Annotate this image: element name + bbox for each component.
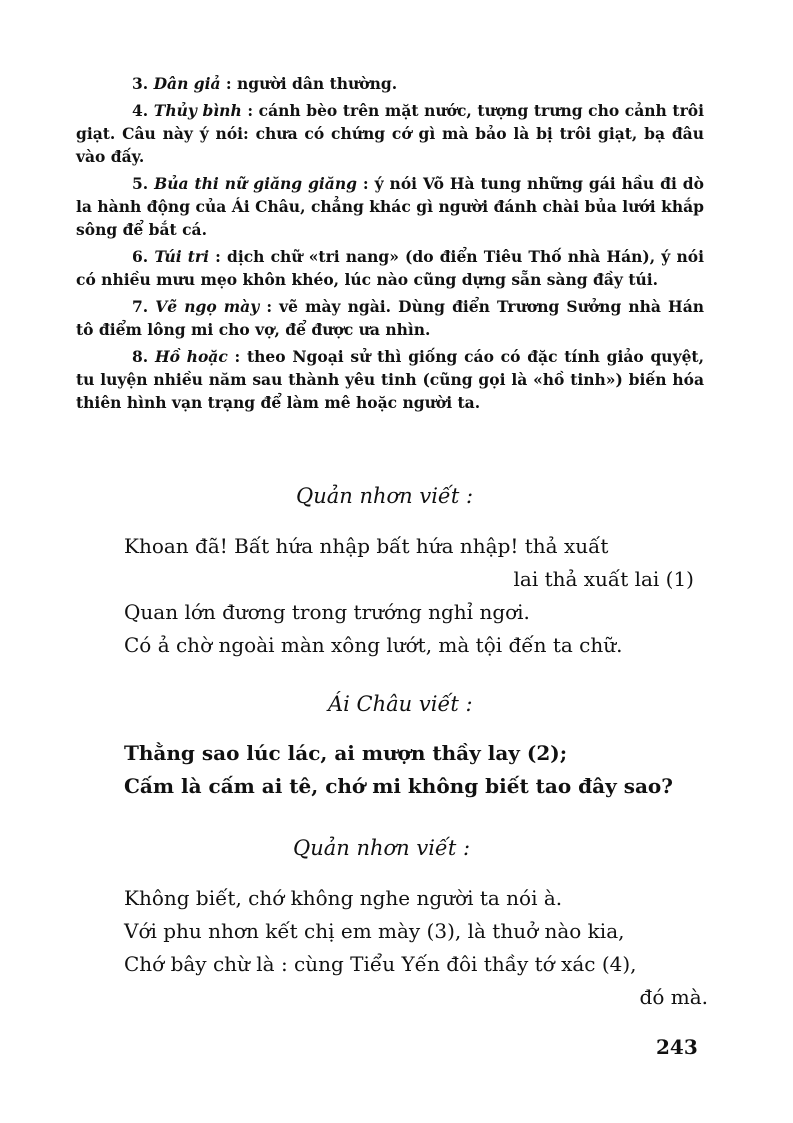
footnote-6 [76, 245, 704, 291]
verse-line: Với phu nhơn kết chị em mày (3), là thuở nào kia, [124, 919, 625, 943]
verse-line: Khoan đã! Bất hứa nhập bất hứa nhập! thả xuất [124, 534, 609, 558]
verse-block [124, 882, 708, 1014]
footnote-text: : dịch chữ «tri nang» (do điển Tiêu Thố nhà Hán), ý nói có nhiều mưu mẹo khôn khéo, lúc nào cũng dựng sẵn sàng đầy túi. [76, 247, 704, 289]
page-number: 243 [656, 1035, 698, 1059]
verse-line: Quan lớn đương trong trướng nghỉ ngơi. [124, 600, 530, 624]
footnote-number: 3. [132, 74, 149, 93]
footnote-text: : cánh bèo trên mặt nước, tượng trưng cho cảnh trôi giạt. Câu này ý nói: chưa có chứng cớ gì mà bảo là bị trôi giạt, bạ đâu vào đấy. [76, 101, 704, 166]
verse-line: Thằng sao lúc lác, ai mượn thầy lay (2); [124, 741, 568, 765]
verse-line: Không biết, chớ không nghe người ta nói à. [124, 886, 563, 910]
footnote-number: 4. [132, 101, 149, 120]
verse-block [124, 530, 708, 662]
verse-line-continuation: đó mà. [639, 985, 708, 1009]
footnote-term: Thủy bình [153, 101, 242, 120]
footnote-3 [76, 72, 704, 95]
verse-line-continuation: lai thả xuất lai (1) [513, 567, 694, 591]
footnote-4 [76, 99, 704, 168]
footnote-number: 5. [132, 174, 149, 193]
footnote-term: Hồ hoặc [154, 347, 228, 366]
footnote-8 [76, 345, 704, 414]
verse-block [124, 737, 708, 803]
footnote-text: : ý nói Võ Hà tung những gái hầu đi dò la hành động của Ái Châu, chẳng khác gì người đánh chài bủa lưới khắp sông để bắt cá. [76, 174, 704, 239]
verse-line: Chớ bây chừ là : cùng Tiểu Yến đôi thầy tớ xác (4), [124, 952, 637, 976]
footnotes [76, 72, 704, 418]
footnote-number: 8. [132, 347, 149, 366]
footnote-term: Túi tri [154, 247, 209, 266]
footnote-text: : vẽ mày ngài. Dùng điển Trương Sưởng nhà Hán tô điểm lông mi cho vợ, để được ưa nhìn. [76, 297, 705, 339]
footnote-number: 7. [132, 297, 149, 316]
footnote-text: : theo Ngoại sử thì giống cáo có đặc tính giảo quyệt, tu luyện nhiều năm sau thành yêu tinh (cũng gọi là «hồ tinh») biến hóa thiên hình vạn trạng để làm mê hoặc người ta. [76, 347, 704, 412]
speaker-heading: Quản nhơn viết : [296, 484, 474, 508]
footnote-number: 6. [132, 247, 149, 266]
footnote-text: : người dân thường. [225, 74, 398, 93]
speaker-heading: Ái Châu viết : [328, 692, 473, 716]
footnote-term: Bủa thi nữ giăng giăng [154, 174, 357, 193]
speaker-heading: Quản nhơn viết : [293, 836, 471, 860]
footnote-term: Vẽ ngọ mày [155, 297, 260, 316]
footnote-7 [76, 295, 704, 341]
verse-line: Có ả chờ ngoài màn xông lướt, mà tội đến ta chữ. [124, 633, 623, 657]
footnote-term: Dân giả [153, 74, 221, 93]
verse-line: Cấm là cấm ai tê, chớ mi không biết tao đây sao? [124, 774, 673, 798]
footnote-5 [76, 172, 704, 241]
